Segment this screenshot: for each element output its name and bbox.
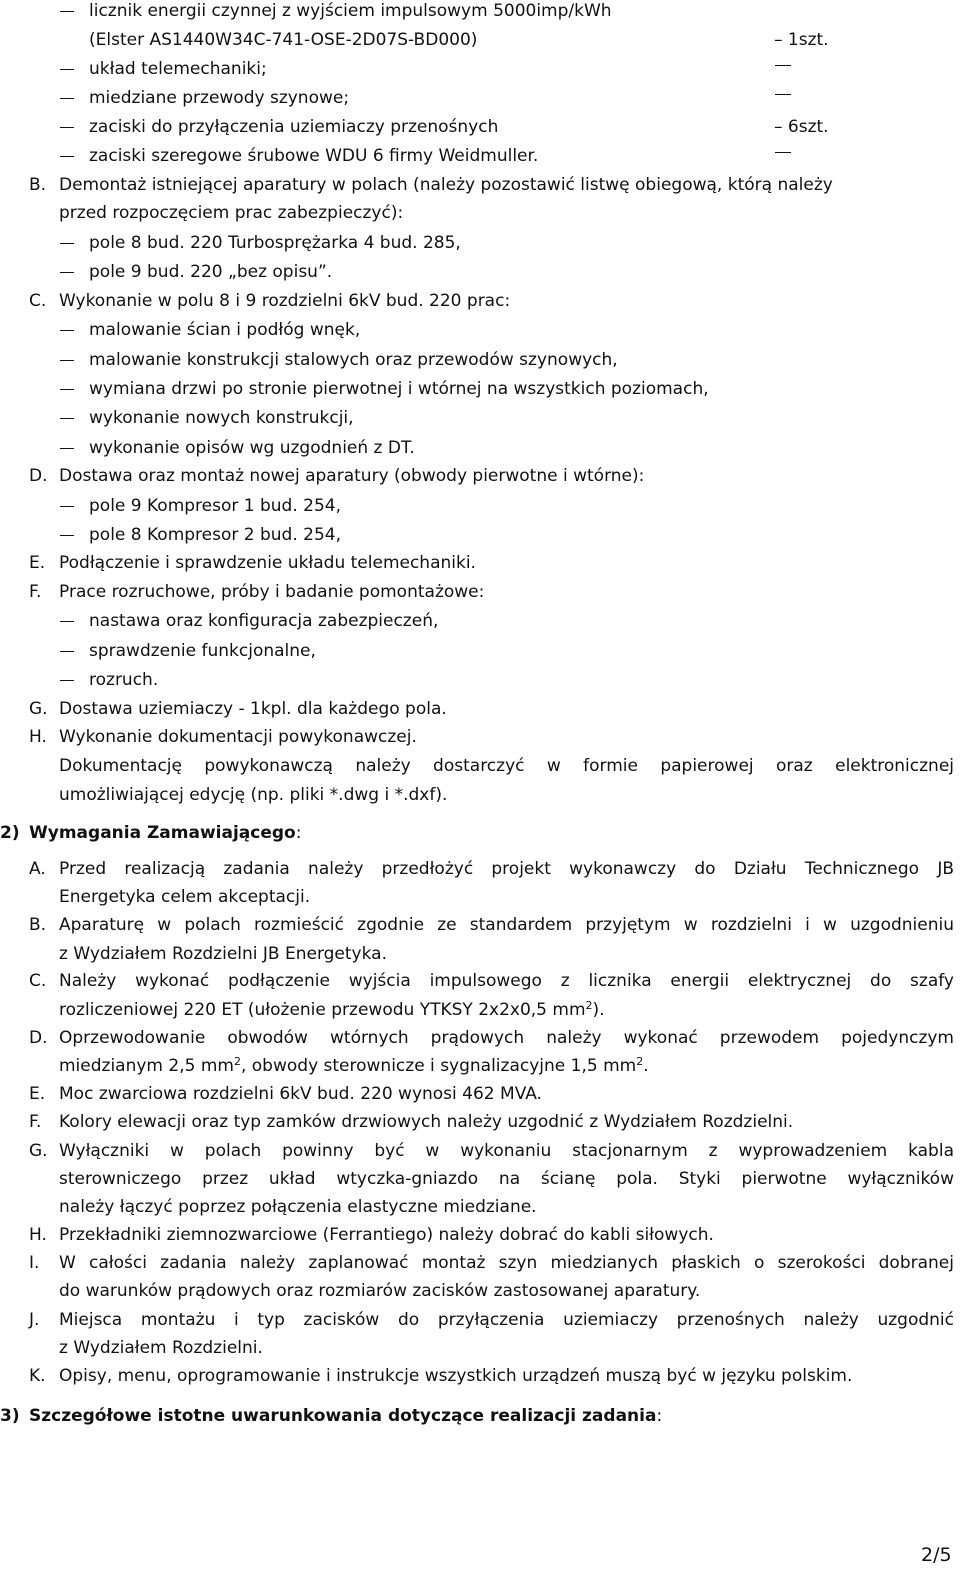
req-text: Należy wykonać podłączenie wyjścia impulsowego z licznika energii elektrycznej do szafy: [59, 971, 954, 991]
req-text: z Wydziałem Rozdzielni.: [59, 1338, 263, 1358]
req-label: K.: [29, 1366, 46, 1386]
req-text: Kolory elewacji oraz typ zamków drzwiowych należy uzgodnić z Wydziałem Rozdzielni.: [59, 1112, 794, 1132]
dash-bullet: [60, 621, 74, 622]
quantity-dash: [775, 94, 791, 95]
req-label: I.: [29, 1253, 40, 1273]
item-text: licznik energii czynnej z wyjściem impulsowym 5000imp/kWh: [89, 1, 612, 21]
req-label: A.: [29, 859, 46, 879]
superscript: 2: [585, 999, 593, 1012]
req-text: rozliczeniowej 220 ET (ułożenie przewodu YTKSY 2x2x0,5 mm: [59, 1000, 586, 1020]
heading-title: Wymagania Zamawiającego: [29, 823, 296, 843]
superscript: 2: [636, 1055, 644, 1068]
req-text: Miejsca montażu i typ zacisków do przyłączenia uziemiaczy przenośnych należy uzgodnić: [59, 1310, 954, 1330]
heading-number: 3): [0, 1406, 20, 1426]
section-label: H.: [29, 727, 47, 747]
item-text: nastawa oraz konfiguracja zabezpieczeń,: [89, 611, 439, 631]
item-text: (Elster AS1440W34C-741-OSE-2D07S-BD000): [89, 30, 478, 50]
dash-bullet: [60, 156, 74, 157]
section-text: przed rozpoczęciem prac zabezpieczyć):: [59, 203, 404, 223]
req-label: F.: [29, 1112, 42, 1132]
superscript: 2: [233, 1055, 241, 1068]
req-text: Wyłączniki w polach powinny być w wykonaniu stacjonarnym z wyprowadzeniem kabla: [59, 1141, 954, 1161]
req-text: , obwody sterownicze i sygnalizacyjne 1,5 mm: [240, 1056, 637, 1076]
req-text: W całości zadania należy zaplanować montaż szyn miedzianych płaskich o szerokości dobranej: [59, 1253, 954, 1273]
item-text: zaciski szeregowe śrubowe WDU 6 firmy Weidmuller.: [89, 146, 539, 166]
req-text: Moc zwarciowa rozdzielni 6kV bud. 220 wynosi 462 MVA.: [59, 1084, 542, 1104]
req-label: H.: [29, 1225, 47, 1245]
section-label: C.: [29, 291, 47, 311]
section-text: Podłączenie i sprawdzenie układu telemechaniki.: [59, 553, 476, 573]
req-text: Przed realizacją zadania należy przedłożyć projekt wykonawczy do Działu Technicznego JB: [59, 859, 954, 879]
item-text: rozruch.: [89, 670, 159, 690]
dash-bullet: [60, 127, 74, 128]
req-label: C.: [29, 971, 47, 991]
section-text: Demontaż istniejącej aparatury w polach (należy pozostawić listwę obiegową, którą należy: [59, 175, 833, 195]
req-label: D.: [29, 1028, 48, 1048]
req-text: .: [643, 1056, 649, 1076]
item-text: wykonanie nowych konstrukcji,: [89, 408, 354, 428]
req-text: Przekładniki ziemnozwarciowe (Ferrantiego) należy dobrać do kabli siłowych.: [59, 1225, 714, 1245]
section-text: Dokumentację powykonawczą należy dostarczyć w formie papierowej oraz elektronicznej: [59, 756, 954, 776]
dash-bullet: [60, 418, 74, 419]
req-text: Opisy, menu, oprogramowanie i instrukcje wszystkich urządzeń muszą być w języku polskim.: [59, 1366, 853, 1386]
item-text: układ telemechaniki;: [89, 59, 267, 79]
req-label: G.: [29, 1141, 48, 1161]
req-label: J.: [29, 1310, 40, 1330]
heading-colon: :: [295, 823, 302, 843]
page-number: 2/5: [921, 1544, 952, 1566]
quantity-dash: [775, 152, 791, 153]
item-text: pole 9 bud. 220 „bez opisu”.: [89, 262, 333, 282]
dash-bullet: [60, 651, 74, 652]
req-text: ).: [592, 1000, 605, 1020]
req-text: Aparaturę w polach rozmieścić zgodnie ze standardem przyjętym w rozdzielni i w uzgodnieniu: [59, 915, 954, 935]
section-text: umożliwiającej edycję (np. pliki *.dwg i *.dxf).: [59, 785, 448, 805]
item-text: sprawdzenie funkcjonalne,: [89, 641, 316, 661]
dash-bullet: [60, 389, 74, 390]
item-text: wykonanie opisów wg uzgodnień z DT.: [89, 438, 415, 458]
heading-colon: :: [656, 1406, 663, 1426]
item-text: malowanie konstrukcji stalowych oraz przewodów szynowych,: [89, 350, 618, 370]
section-label: D.: [29, 466, 48, 486]
section-label: E.: [29, 553, 46, 573]
section-label: F.: [29, 582, 42, 602]
item-text: miedziane przewody szynowe;: [89, 88, 350, 108]
dash-bullet: [60, 243, 74, 244]
item-text: pole 9 Kompresor 1 bud. 254,: [89, 496, 342, 516]
section-label: G.: [29, 699, 48, 719]
section-text: Prace rozruchowe, próby i badanie pomontażowe:: [59, 582, 485, 602]
quantity: – 6szt.: [774, 117, 829, 137]
section-text: Wykonanie dokumentacji powykonawczej.: [59, 727, 417, 747]
req-text: do warunków prądowych oraz rozmiarów zacisków zastosowanej aparatury.: [59, 1281, 701, 1301]
section-text: Wykonanie w polu 8 i 9 rozdzielni 6kV bud. 220 prac:: [59, 291, 511, 311]
dash-bullet: [60, 360, 74, 361]
item-text: pole 8 Kompresor 2 bud. 254,: [89, 525, 342, 545]
req-label: B.: [29, 915, 47, 935]
item-text: pole 8 bud. 220 Turbosprężarka 4 bud. 285,: [89, 233, 461, 253]
dash-bullet: [60, 680, 74, 681]
dash-bullet: [60, 69, 74, 70]
req-text: należy łączyć poprzez połączenia elastyczne miedziane.: [59, 1197, 537, 1217]
section-label: B.: [29, 175, 47, 195]
dash-bullet: [60, 506, 74, 507]
req-text: Oprzewodowanie obwodów wtórnych prądowych należy wykonać przewodem pojedynczym: [59, 1028, 954, 1048]
dash-bullet: [60, 11, 74, 12]
req-label: E.: [29, 1084, 46, 1104]
dash-bullet: [60, 535, 74, 536]
dash-bullet: [60, 272, 74, 273]
req-text: miedzianym 2,5 mm: [59, 1056, 234, 1076]
item-text: malowanie ścian i podłóg wnęk,: [89, 320, 361, 340]
quantity: – 1szt.: [774, 30, 829, 50]
req-text: Energetyka celem akceptacji.: [59, 887, 311, 907]
dash-bullet: [60, 448, 74, 449]
quantity-dash: [775, 65, 791, 66]
req-text: z Wydziałem Rozdzielni JB Energetyka.: [59, 944, 387, 964]
dash-bullet: [60, 330, 74, 331]
item-text: zaciski do przyłączenia uziemiaczy przenośnych: [89, 117, 499, 137]
section-text: Dostawa uziemiaczy - 1kpl. dla każdego pola.: [59, 699, 447, 719]
heading-number: 2): [0, 823, 20, 843]
section-text: Dostawa oraz montaż nowej aparatury (obwody pierwotne i wtórne):: [59, 466, 645, 486]
dash-bullet: [60, 98, 74, 99]
req-text: sterowniczego przez układ wtyczka-gniazdo na ścianę pola. Styki pierwotne wyłączników: [59, 1169, 954, 1189]
item-text: wymiana drzwi po stronie pierwotnej i wtórnej na wszystkich poziomach,: [89, 379, 709, 399]
heading-title: Szczegółowe istotne uwarunkowania dotyczące realizacji zadania: [29, 1406, 657, 1426]
